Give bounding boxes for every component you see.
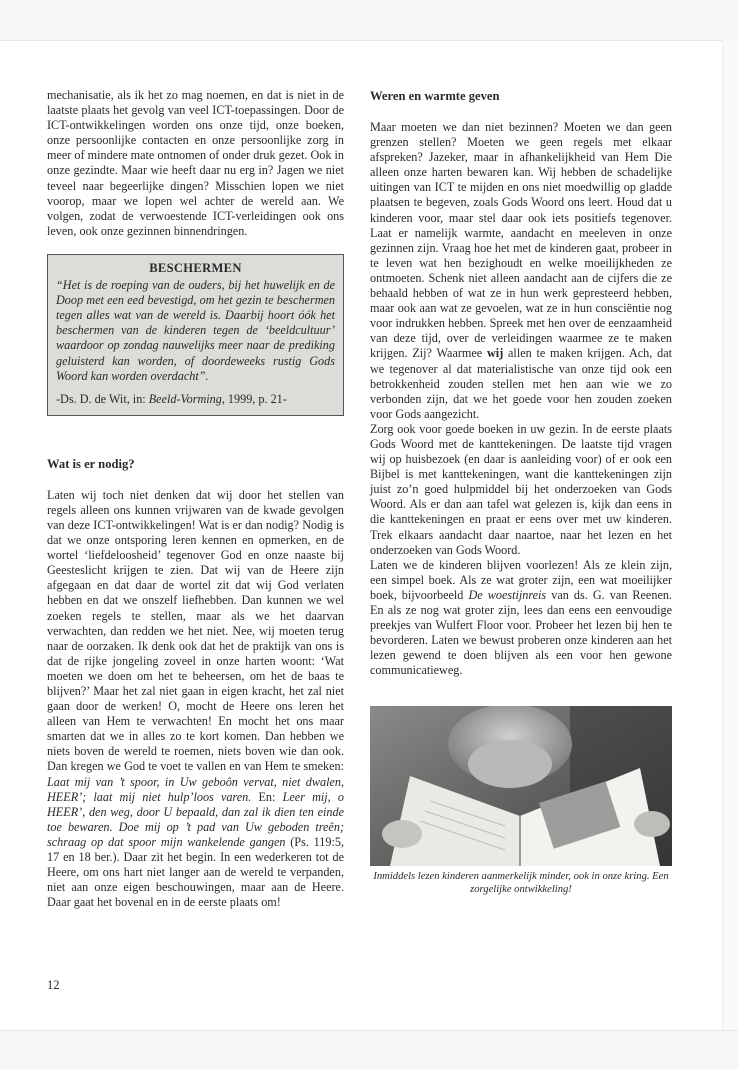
body-text-1: Laten wij toch niet denken dat wij door het stellen van regels alleen ons kunnen vrijwaren van de kwade gevolgen van deze ICT-ontwikkelingen! Wat is er dan nodig? Nodig is dat we onze ontsporing leren kennen en opmerken, en de wortel ‘liefdeloosheid’ tegenover God en onze naaste bij Geesteslicht krijgen te zien. Dat wij van de Heere zijn afgegaan en dat daar de wortel zit dat wij God verlaten hebben en dat we onszelf liefhebben. Dan kunnen we wel zoeken regels te stellen, maar als we het daarvan verwachten, dan redden we het niet. Nee, wij moeten terug naar de oorzaken. Ik denk ook dat het de praktijk van ons is dat de rijke jongeling zoveel in onze harten woont: ‘Wat moeten we doen om het te beheersen, om het de baas te blijven?’ Maar het zal niet gaan in eigen kracht, het zal niet gaan door de werken! O, mocht de Heere ons leren het alleen van Hem te verwachten! En mocht het ons maar smarten dat we in alles zo te kort komen. Dan hebben we niets boven de wereld te roemen, niets boven wie dan ook. Dan kregen we God te voet te vallen en van Hem te smeken: xyxy=(47,487,344,774)
citation-suffix: , 1999, p. 21- xyxy=(221,391,287,406)
psalm-quote-2: Leer mij, o HEER’, den weg, door U bepaald, dan zal ik dien ten einde toe bewaren. Doe mij op ’t pad van Uw geboden treên; schraag op dat spoor mijn wankelende gangen xyxy=(47,789,344,849)
quote-box-citation xyxy=(56,392,335,407)
photo-illustration xyxy=(370,706,672,866)
scan-bottom-margin xyxy=(0,1030,738,1069)
right-column xyxy=(370,88,672,896)
body-paragraph-left xyxy=(47,488,344,911)
section-heading-wat-is-er-nodig: Wat is er nodig? xyxy=(47,456,135,471)
quote-box-title: BESCHERMEN xyxy=(149,260,242,275)
photo-caption: Inmiddels lezen kinderen aanmerkelijk minder, ook in onze kring. Een zorgelijke ontwikkeling! xyxy=(373,871,669,896)
body-text-mid: En: xyxy=(251,789,283,804)
para-1-text-a: Maar moeten we dan niet bezinnen? Moeten we dan geen grenzen stellen? Moeten we geen regels met elkaar afspreken? Jazeker, maar in afhankelijkheid van Hem Die alleen onze harten bewaren kan. Wij hebben de schadelijke uitingen van ICT te mijden en ons niet moedwillig op gladde plaatsen te begeven, zoals Gods Woord ons leert. Houd dat u kinderen voor, maar stel daar ook iets positiefs tegenover. Laat er namelijk warmte, aandacht en meeleven in onze gezinnen zijn. Vraag hoe het met de kinderen gaat, probeer in te leven wat hen bezighoudt en welke moeilijkheden ze ontmoeten. Schenk niet alleen aandacht aan de cijfers die ze behaald hebben of wat ze in hun werk gepresteerd hebben, maar ook aan wat ze gevoelen, wat ze in hun consciëntie nog voor indrukken hebben. Spreek met hen over de eenzaamheid van deze tijd, over de verleidingen waarmee ze te maken krijgen. Zij? Waarmee xyxy=(370,120,672,361)
para-1-bold: wij xyxy=(487,346,504,361)
para-3-text-b: van ds. G. van Reenen. En als ze nog wat groter zijn, lees dan eens een eenvoudige preekjes van Wulfert Floor voor. Probeer het lezen bij hen te bevorderen. Laten we bewust proberen onze kinderen aan het lezen gewend te doen blijven als een voor hen gewone communicatieweg. xyxy=(370,587,672,678)
body-paragraph-right-3 xyxy=(370,558,672,679)
body-paragraph-right-2: Zorg ook voor goede boeken in uw gezin. In de eerste plaats Gods Woord met de kanttekeningen. De laatste tijd vragen wij op huisbezoek (en daar is aanleiding voor) of er ook een Bijbel is met kanttekeningen, want die kanttekeningen zijn juist zo’n goed hulpmiddel bij het onderzoeken van Gods Woord. Als er dan aan tafel wat gelezen is, kijk dan eens in die kanttekeningen en praat er eens over met uw kinderen. Trek elkaars aandacht daar naartoe, naar het lezen en het onderzoeken van Gods Woord. xyxy=(370,421,672,557)
scan-top-margin xyxy=(0,0,738,41)
intro-paragraph: mechanisatie, als ik het zo mag noemen, en dat is niet in de laatste plaats het gevolg van veel ICT-toepassingen. Door de ICT-ontwikkelingen worden ons onze tijd, onze boeken, onze persoonlijke contacten en onze persoonlijke zorg in meer of mindere mate ontnomen of onder druk gezet. Ook in onze gezindte. Maar wie heeft daar nu erg in? Jagen we niet teveel naar begeerlijke dingen? Misschien lopen we niet voorop, maar we lopen wel achter de wereld aan. We volgen, zodat de verwoestende ICT-verleidingen ook ons leven, ook onze gezinnen binnendringen. xyxy=(47,88,344,238)
page-number: 12 xyxy=(47,978,60,992)
psalm-quote-1: Laat mij van ’t spoor, in Uw geboôn vervat, niet dwalen, HEER’; laat mij niet hulp’loos varen. xyxy=(47,774,344,804)
body-paragraph-right-1 xyxy=(370,120,672,422)
scan-right-margin xyxy=(722,40,738,1030)
para-3-text-a: Laten we de kinderen blijven voorlezen! Als ze klein zijn, een simpel boek. Als ze wat groter zijn, een wat moeilijker boek, bijvoorbeeld xyxy=(370,557,672,602)
section-heading-weren-en-warmte-geven: Weren en warmte geven xyxy=(370,89,500,103)
para-1-text-b: allen te maken krijgen. Ach, dat we tegenover al dat materialistische van onze tijd ook een betrokkenheid zouden stellen met hen aan wie we zo verbonden zijn, dat we het goede voor hen zouden zoeken voor Gods aangezicht. xyxy=(370,346,672,421)
left-column xyxy=(47,88,344,910)
citation-prefix: -Ds. D. de Wit, in: xyxy=(56,391,149,406)
body-text-2: (Ps. 119:5, 17 en 18 ber.). Daar zit het begin. In een wederkeren tot de Heere, om ons hart niet langer aan de wereld te verpanden, niet aan onze eigen beschouwingen, maar aan de Heere. Daar gaat het bovenal en in de eerste plaats om! xyxy=(47,834,345,910)
quote-box-quote: “Het is de roeping van de ouders, bij het huwelijk en de Doop met een eed bevestigd, om het gezin te beschermen tegen alles wat van de wereld is. Daarbij hoort óók het beschermen van de kinderen tegen de ‘beeldcultuur’ waardoor op zondag nauwelijks meer naar de prediking geluisterd kan worden, of doordeweeks rustig Gods Woord kan worden overdacht”. xyxy=(56,278,335,383)
book-title: De woestijnreis xyxy=(468,587,547,602)
quote-box xyxy=(47,254,344,416)
citation-title: Beeld-Vorming xyxy=(148,391,222,406)
child-reading-photo xyxy=(370,706,672,866)
